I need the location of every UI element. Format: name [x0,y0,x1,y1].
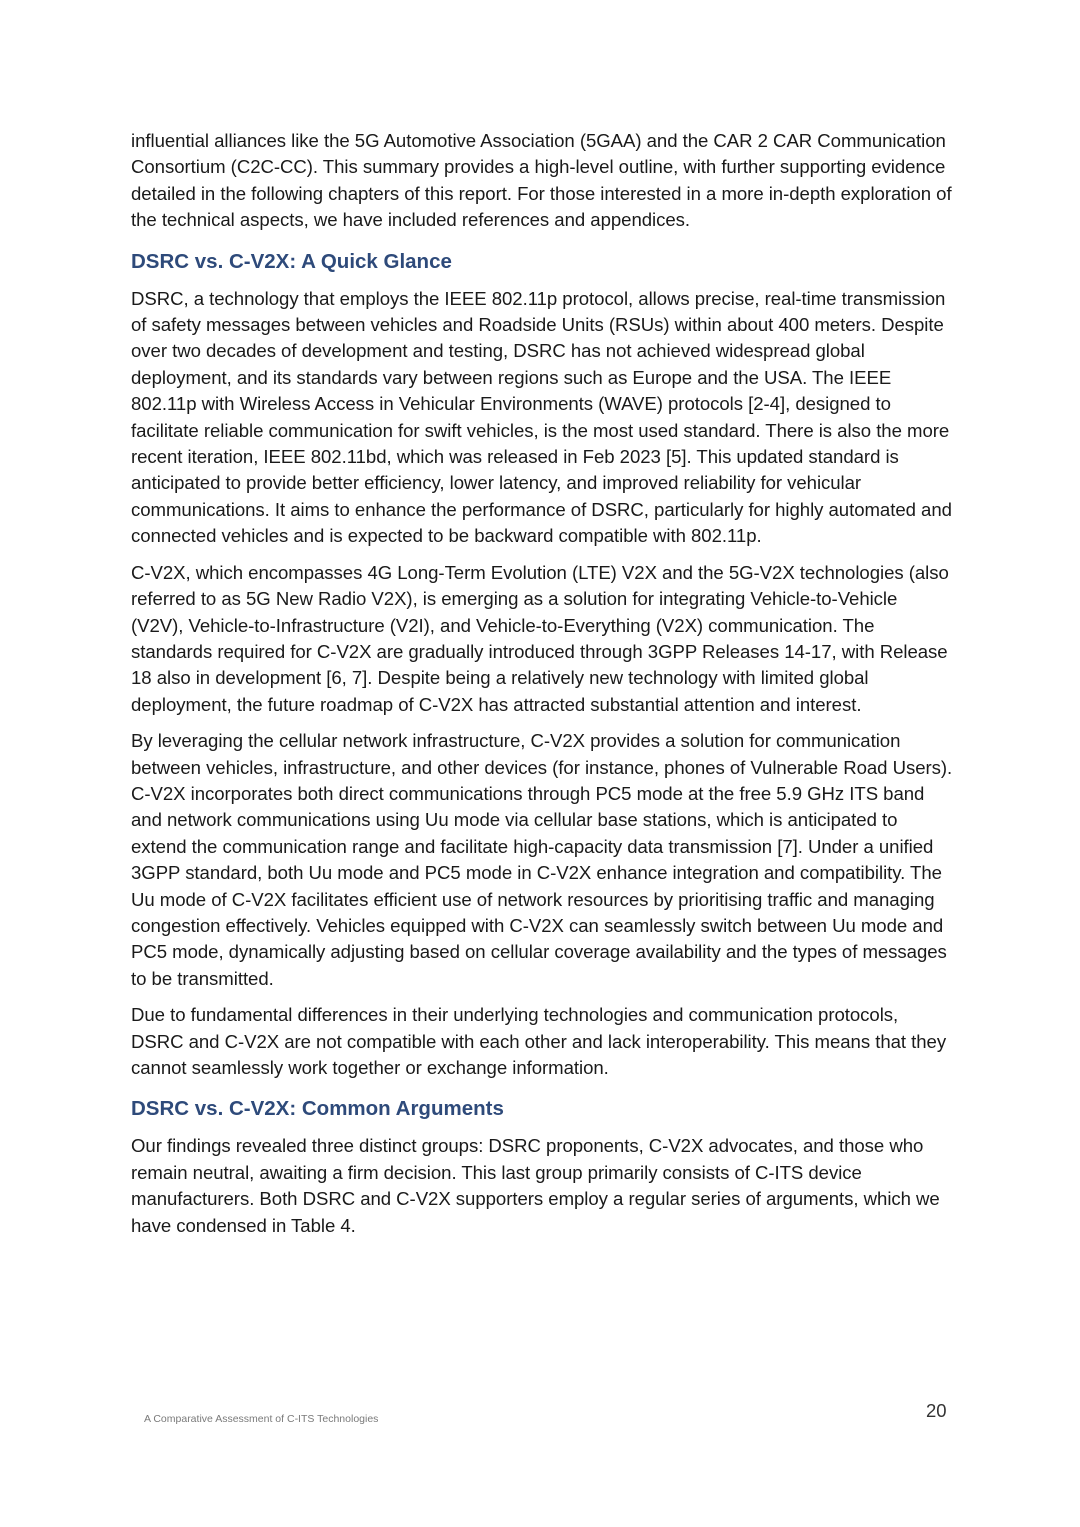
findings-paragraph: Our findings revealed three distinct groups: DSRC proponents, C-V2X advocates, and those who remain neutral, awaiting a firm decision. This last group primarily consists of C-ITS device manufacturers. Both DSRC and C-V2X supporters employ a regular series of arguments, which we have condensed in Table 4. [131,1135,940,1236]
page-number: 20 [926,1400,947,1421]
footer-document-title: A Comparative Assessment of C-ITS Technologies [144,1413,379,1425]
page-body [131,128,953,1249]
cellular-paragraph: By leveraging the cellular network infrastructure, C-V2X provides a solution for communication between vehicles, infrastructure, and other devices (for instance, phones of Vulnerable Road Users). C-V2X incorporates both direct communications through PC5 mode at the free 5.9 GHz ITS band and network communications using Uu mode via cellular base stations, which is anticipated to extend the communication range and facilitate high-capacity data transmission [7]. Under a unified 3GPP standard, both Uu mode and PC5 mode in C-V2X enhance integration and compatibility. The Uu mode of C-V2X facilitates efficient use of network resources by prioritising traffic and managing congestion effectively. Vehicles equipped with C-V2X can seamlessly switch between Uu mode and PC5 mode, dynamically adjusting based on cellular coverage availability and the types of messages to be transmitted. [131,730,953,989]
interoperability-paragraph: Due to fundamental differences in their underlying technologies and communication protocols, DSRC and C-V2X are not compatible with each other and lack interoperability. This means that they cannot seamlessly work together or exchange information. [131,1004,947,1078]
heading-quick-glance: DSRC vs. C-V2X: A Quick Glance [131,249,452,273]
cv2x-paragraph: C-V2X, which encompasses 4G Long-Term Evolution (LTE) V2X and the 5G-V2X technologies (also referred to as 5G New Radio V2X), is emerging as a solution for integrating Vehicle-to-Vehicle (V2V), Vehicle-to-Infrastructure (V2I), and Vehicle-to-Everything (V2X) communication. The standards required for C-V2X are gradually introduced through 3GPP Releases 14-17, with Release 18 also in development [6, 7]. Despite being a relatively new technology with limited global deployment, the future roadmap of C-V2X has attracted substantial attention and interest. [131,561,949,715]
intro-paragraph: influential alliances like the 5G Automotive Association (5GAA) and the CAR 2 CAR Communication Consortium (C2C-CC). This summary provides a high-level outline, with further supporting evidence detailed in the following chapters of this report. For those interested in a more in-depth exploration of the technical aspects, we have included references and appendices. [131,130,952,231]
dsrc-paragraph: DSRC, a technology that employs the IEEE 802.11p protocol, allows precise, real-time transmission of safety messages between vehicles and Roadside Units (RSUs) within about 400 meters. Despite over two decades of development and testing, DSRC has not achieved widespread global deployment, and its standards vary between regions such as Europe and the USA. The IEEE 802.11p with Wireless Access in Vehicular Environments (WAVE) protocols [2-4], designed to facilitate reliable communication for swift vehicles, is the most used standard. There is also the more recent iteration, IEEE 802.11bd, which was released in Feb 2023 [5]. This updated standard is anticipated to provide better efficiency, lower latency, and improved reliability for vehicular communications. It aims to enhance the performance of DSRC, particularly for highly automated and connected vehicles and is expected to be backward compatible with 802.11p. [131,287,952,547]
heading-common-arguments: DSRC vs. C-V2X: Common Arguments [131,1097,504,1121]
